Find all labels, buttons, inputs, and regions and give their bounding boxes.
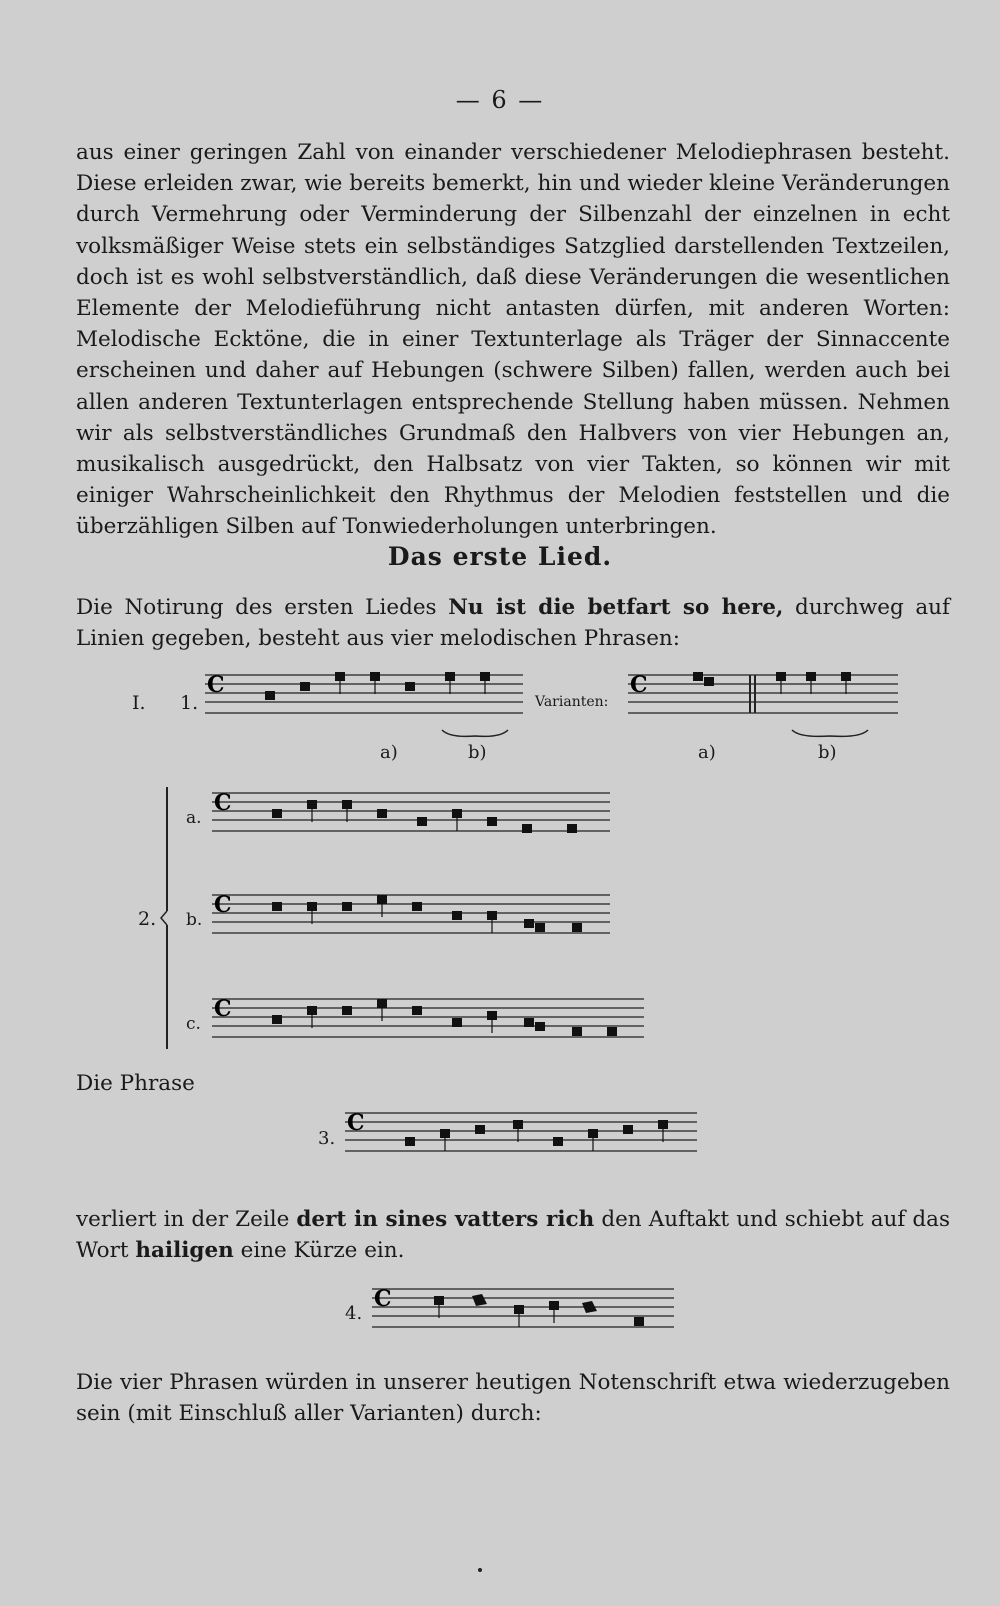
note (440, 1129, 450, 1138)
phrase1-notes (265, 672, 490, 700)
note (342, 902, 352, 911)
staff-lines (205, 675, 523, 713)
note (307, 902, 317, 911)
phrase3-number: 3. (318, 1128, 336, 1149)
verliert-part1: verliert in der Zeile (76, 1207, 297, 1232)
note (475, 1125, 485, 1134)
verliert-bold2: hailigen (135, 1238, 234, 1264)
section-heading: Das erste Lied. (387, 542, 613, 571)
note (658, 1120, 668, 1129)
note (452, 911, 462, 920)
c-clef-icon: C (374, 1286, 392, 1312)
verliert-part3: eine Kürze ein. (233, 1238, 405, 1264)
note (307, 800, 317, 809)
note (634, 1317, 644, 1326)
note (572, 1027, 582, 1036)
c-clef-icon: C (207, 672, 225, 698)
verliert-part2: den Auftakt und schiebt auf das Wort (76, 1207, 950, 1264)
phrase2-brace (155, 785, 175, 1053)
phrase2-b-staff (212, 890, 612, 942)
note (607, 1027, 617, 1036)
note (272, 809, 282, 818)
c-clef-icon: C (347, 1110, 365, 1136)
phrase1-roman: I. (132, 692, 146, 714)
note (514, 1305, 524, 1314)
verliert-paragraph (76, 1204, 950, 1266)
note (412, 902, 422, 911)
phrase4-staff (372, 1284, 677, 1336)
note (524, 919, 534, 928)
note (434, 1296, 444, 1305)
brace-b1 (440, 728, 510, 742)
label-b1: b) (468, 742, 487, 763)
phrase2-c-staff (212, 994, 647, 1046)
c-clef-icon: C (214, 790, 232, 816)
varianten-staff (628, 670, 900, 722)
note (412, 1006, 422, 1015)
note (272, 1015, 282, 1024)
note (487, 1011, 497, 1020)
note (623, 1125, 633, 1134)
note (513, 1120, 523, 1129)
note (572, 923, 582, 932)
ink-speck (478, 1568, 482, 1572)
phrase2-a-staff (212, 788, 612, 840)
phrase1-number: 1. (180, 692, 199, 714)
label-a2: a) (698, 742, 716, 763)
note (806, 672, 816, 681)
lied-text-before: Die Notirung des ersten Liedes (76, 595, 449, 620)
note (693, 672, 703, 681)
die-phrase-label: Die Phrase (76, 1071, 195, 1096)
note (487, 817, 497, 826)
note (272, 902, 282, 911)
note (553, 1137, 563, 1146)
verliert-bold1: dert in sines vatters rich (296, 1207, 595, 1232)
note (370, 672, 380, 681)
note (265, 691, 275, 700)
note (472, 1294, 487, 1306)
brace-b2 (790, 728, 870, 742)
c-clef-icon: C (214, 996, 232, 1022)
note (417, 817, 427, 826)
c-clef-icon: C (630, 672, 648, 698)
label-a1: a) (380, 742, 398, 763)
note (377, 895, 387, 904)
phrase2-number: 2. (138, 908, 157, 930)
phrase2-b-label: b. (186, 910, 203, 930)
note (307, 1006, 317, 1015)
note (452, 809, 462, 818)
closing-paragraph: Die vier Phrasen würden in unserer heutigen Notenschrift etwa wiederzugeben sein (mit Einschluß aller Varianten) durch: (76, 1370, 950, 1427)
note (582, 1301, 597, 1313)
lied-title: Nu ist die betfart so here, (448, 595, 784, 620)
note (445, 672, 455, 681)
note (776, 672, 786, 681)
note (567, 824, 577, 833)
lied-paragraph (76, 592, 950, 654)
note (377, 999, 387, 1008)
phrase2-c-label: c. (186, 1014, 201, 1034)
phrase3-staff (345, 1108, 700, 1160)
note (535, 923, 545, 932)
note (452, 1018, 462, 1027)
label-b2: b) (818, 742, 837, 763)
note (377, 809, 387, 818)
note (300, 682, 310, 691)
intro-paragraph: aus einer geringen Zahl von einander verschiedener Melodiephrasen besteht. Diese erleiden zwar, wie bereits bemerkt, hin und wieder kleine Veränderungen durch Vermehrung oder Verminderung der Silbenzahl der einzelnen in echt volksmäßiger Weise stets ein selbständiges Satzglied darstellenden Textzeilen, doch ist es wohl selbstverständlich, daß diese Veränderungen die wesentlichen Elemente der Melodieführung nicht antasten dürfen, mit anderen Worten: Melodische Ecktöne, die in einer Textunterlage als Träger der Sinnaccente erscheinen und daher auf Hebungen (schwere Silben) fallen, werden auch bei allen anderen Textunterlagen entsprechende Stellung haben müssen. Nehmen wir als selbstverständliches Grundmaß den Halbvers von vier Hebungen an, musikalisch ausgedrückt, den Halbsatz von vier Takten, so können wir mit einiger Wahrscheinlichkeit den Rhythmus der Melodien feststellen und die überzähligen Silben auf Tonwiederholungen unterbringen. (76, 140, 950, 540)
note (535, 1022, 545, 1031)
page-number: — 6 — (455, 86, 545, 114)
c-clef-icon: C (214, 892, 232, 918)
note (342, 1006, 352, 1015)
note (335, 672, 345, 681)
note (487, 911, 497, 920)
note (588, 1129, 598, 1138)
note (522, 824, 532, 833)
phrase1-staff (205, 670, 525, 722)
phrase2-a-label: a. (186, 808, 202, 828)
note (342, 800, 352, 809)
note (480, 672, 490, 681)
varianten-label: Varianten: (535, 694, 609, 710)
note (704, 677, 714, 686)
note (549, 1301, 559, 1310)
phrase4-number: 4. (345, 1303, 363, 1324)
note (841, 672, 851, 681)
note (405, 1137, 415, 1146)
note (405, 682, 415, 691)
lied-text-after: durchweg auf Linien gegeben, besteht aus vier melodischen Phrasen: (76, 595, 950, 652)
note (524, 1018, 534, 1027)
